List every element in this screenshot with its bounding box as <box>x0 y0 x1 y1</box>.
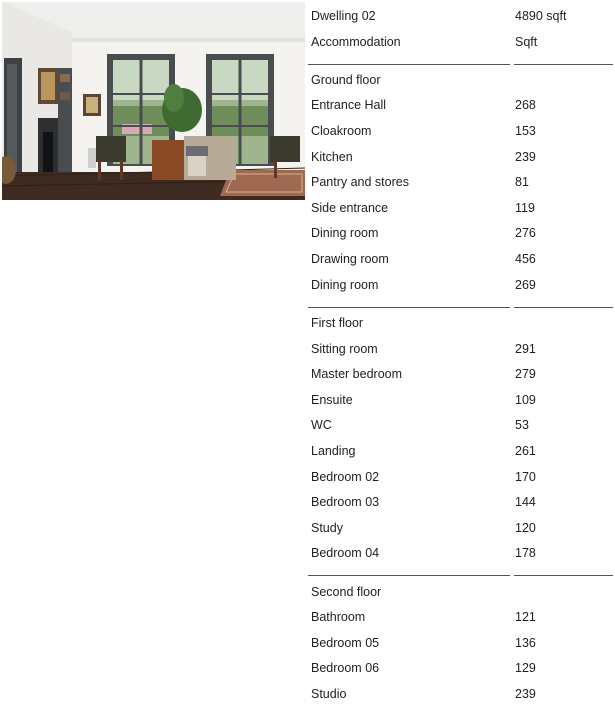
room-area: 456 <box>515 252 536 266</box>
room-name: Sitting room <box>311 342 378 356</box>
room-name: Dining room <box>311 278 379 292</box>
table-row <box>308 467 615 487</box>
accommodation-heading: Accommodation <box>311 35 401 49</box>
room-name: Study <box>311 521 343 535</box>
table-row <box>308 518 615 538</box>
table-row <box>308 249 615 269</box>
room-area: 261 <box>515 444 536 458</box>
room-name: Studio <box>311 687 347 701</box>
room-name: Bathroom <box>311 610 366 624</box>
interior-illustration <box>2 2 305 200</box>
section-divider <box>308 307 510 308</box>
unit-heading: Sqft <box>515 35 538 49</box>
table-row <box>308 198 615 218</box>
section-divider <box>308 64 510 65</box>
room-name: Dining room <box>311 226 379 240</box>
table-row <box>308 339 615 359</box>
room-area: 239 <box>515 150 536 164</box>
room-name: WC <box>311 418 332 432</box>
room-area: 276 <box>515 226 536 240</box>
room-area: 144 <box>515 495 536 509</box>
room-area: 268 <box>515 98 536 112</box>
room-area: 269 <box>515 278 536 292</box>
section-divider <box>514 307 613 308</box>
room-area: 291 <box>515 342 536 356</box>
table-row <box>308 275 615 295</box>
dwelling-total-area: 4890 sqft <box>515 9 567 23</box>
room-area: 119 <box>515 201 535 215</box>
section-divider <box>514 64 613 65</box>
section-title: Ground floor <box>311 73 381 87</box>
table-row <box>308 607 615 627</box>
room-area: 136 <box>515 636 536 650</box>
room-area: 109 <box>515 393 536 407</box>
table-row <box>308 147 615 167</box>
room-area: 153 <box>515 124 536 138</box>
room-area: 170 <box>515 470 536 484</box>
table-row <box>308 658 615 678</box>
table-row <box>308 543 615 563</box>
room-area: 279 <box>515 367 536 381</box>
room-name: Bedroom 04 <box>311 546 380 560</box>
schedule-header-dwelling <box>308 6 615 26</box>
drawing-room-render <box>2 2 305 200</box>
room-name: Side entrance <box>311 201 389 215</box>
table-row <box>308 172 615 192</box>
accommodation-schedule <box>308 0 615 706</box>
section-title-ground-floor <box>308 70 615 90</box>
table-row <box>308 684 615 704</box>
room-name: Kitchen <box>311 150 353 164</box>
room-name: Pantry and stores <box>311 175 409 189</box>
section-divider <box>308 575 510 576</box>
room-area: 129 <box>515 661 536 675</box>
room-name: Bedroom 06 <box>311 661 380 675</box>
section-title: First floor <box>311 316 364 330</box>
room-name: Drawing room <box>311 252 389 266</box>
room-name: Ensuite <box>311 393 353 407</box>
dwelling-name: Dwelling 02 <box>311 9 376 23</box>
room-name: Landing <box>311 444 356 458</box>
section-title-first-floor <box>308 313 615 333</box>
room-area: 178 <box>515 546 536 560</box>
table-row <box>308 121 615 141</box>
section-title-second-floor <box>308 582 615 602</box>
table-row <box>308 492 615 512</box>
table-row <box>308 223 615 243</box>
table-row <box>308 633 615 653</box>
room-area: 121 <box>515 610 536 624</box>
section-title: Second floor <box>311 585 382 599</box>
section-divider <box>514 575 613 576</box>
room-area: 53 <box>515 418 529 432</box>
table-row <box>308 390 615 410</box>
room-name: Cloakroom <box>311 124 372 138</box>
room-area: 239 <box>515 687 536 701</box>
table-row <box>308 415 615 435</box>
room-name: Master bedroom <box>311 367 403 381</box>
room-name: Bedroom 05 <box>311 636 380 650</box>
room-name: Bedroom 03 <box>311 495 380 509</box>
table-row <box>308 95 615 115</box>
room-area: 120 <box>515 521 536 535</box>
room-name: Bedroom 02 <box>311 470 380 484</box>
room-name: Entrance Hall <box>311 98 387 112</box>
table-row <box>308 441 615 461</box>
table-row <box>308 364 615 384</box>
room-area: 81 <box>515 175 529 189</box>
schedule-header-accommodation <box>308 32 615 52</box>
